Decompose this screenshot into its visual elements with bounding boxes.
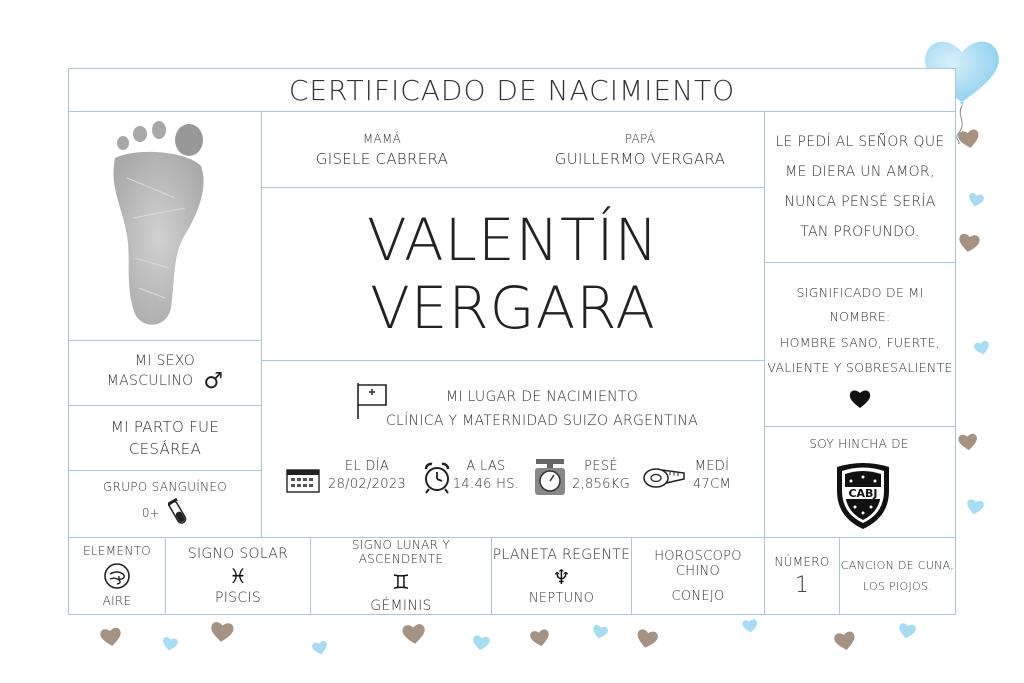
baby-name-cell	[261, 187, 765, 361]
alarm-clock-icon	[422, 461, 452, 495]
birthplace-label: MI LUGAR DE NACIMIENTO	[445, 389, 639, 405]
father-name: GUILLERMO VERGARA	[554, 150, 726, 168]
blood-label: GRUPO SANGUÍNEO	[102, 480, 228, 494]
gemini-icon: ♊	[392, 570, 410, 594]
number-label: NÚMERO	[774, 554, 830, 569]
sex-value: MASCULINO	[106, 373, 194, 389]
measuring-tape-icon	[642, 463, 686, 493]
team-badge: CABJ	[848, 487, 878, 500]
time-value: 14:46 HS.	[452, 477, 520, 492]
sex-label: MI SEXO	[134, 352, 196, 369]
brown-heart-icon	[832, 628, 857, 653]
blue-heart-icon	[897, 621, 918, 642]
blue-heart-icon	[967, 191, 986, 210]
brown-heart-icon	[957, 231, 982, 256]
birth-info-cell	[261, 360, 765, 538]
time-label: A LAS	[466, 459, 506, 474]
quote-line-4: TAN PROFUNDO.	[800, 224, 920, 240]
pisces-icon: ♓	[229, 564, 247, 588]
weight-value: 2,856KG	[572, 477, 630, 492]
day-value: 28/02/2023	[328, 477, 406, 492]
song-label: CANCION DE CUNA,	[840, 559, 955, 572]
scale-icon	[532, 457, 568, 497]
blue-heart-icon	[161, 635, 180, 654]
chinese-value: CONEJO	[671, 588, 725, 604]
moon-label: SIGNO LUNAR Y ASCENDENTE	[351, 538, 451, 566]
chinese-label: HOROSCOPO CHINO	[654, 548, 742, 579]
planet-value: NEPTUNO	[528, 590, 595, 606]
air-element-icon	[103, 562, 131, 590]
blue-heart-icon	[972, 338, 991, 357]
chinese-horoscope-cell	[631, 537, 765, 615]
sun-label: SIGNO SOLAR	[187, 546, 289, 562]
quote-line-1: LE PEDÍ AL SEÑOR QUE	[775, 134, 945, 150]
blue-heart-icon	[741, 617, 759, 635]
heart-icon	[849, 389, 871, 409]
element-label: ELEMENTO	[83, 544, 151, 558]
song-value: LOS PIOJOS.	[862, 580, 933, 593]
planet-cell	[491, 537, 632, 615]
sex-cell	[68, 340, 262, 406]
parents-cell	[261, 111, 765, 188]
day-label: EL DÍA	[344, 459, 390, 474]
brown-heart-icon	[956, 126, 981, 151]
birth-type-cell	[68, 405, 262, 471]
moon-value: GÉMINIS	[370, 598, 432, 614]
meaning-label-1: SIGNIFICADO DE MI	[796, 284, 924, 300]
meaning-line-2: VALIENTE Y SOBRESALIENTE	[767, 359, 953, 375]
number-cell	[764, 537, 840, 615]
lullaby-cell	[839, 537, 956, 615]
footprint-cell	[68, 111, 262, 341]
meaning-cell	[764, 262, 956, 427]
footprint-icon	[105, 118, 225, 338]
blue-heart-icon	[311, 639, 330, 658]
neptune-icon: ♆	[552, 564, 571, 589]
sun-sign-cell	[165, 537, 311, 615]
weight-label: PESÉ	[584, 459, 618, 474]
father-label: PAPÁ	[624, 132, 656, 146]
quote-cell	[764, 111, 956, 263]
birthplace-value: CLÍNICA Y MATERNIDAD SUIZO ARGENTINA	[385, 413, 699, 429]
brown-heart-icon	[528, 626, 551, 649]
brown-heart-icon	[957, 431, 979, 453]
brown-heart-icon	[209, 619, 235, 645]
meaning-label-2: NOMBRE:	[829, 308, 891, 324]
blue-heart-icon	[471, 633, 491, 653]
page-title: CERTIFICADO DE NACIMIENTO	[288, 73, 736, 107]
male-symbol-icon: ♂	[203, 368, 224, 394]
sun-value: PISCIS	[214, 590, 262, 606]
planet-label: PLANETA REGENTE	[492, 546, 631, 563]
blue-heart-icon	[965, 497, 986, 518]
test-tube-icon	[168, 498, 188, 528]
team-label: SOY HINCHA DE	[809, 437, 909, 451]
mother-name: GISELE CABRERA	[315, 150, 449, 168]
blood-cell	[68, 470, 262, 538]
baby-name: VALENTÍN VERGARA	[367, 206, 659, 342]
birth-type-value: CESÁREA	[128, 440, 202, 458]
blue-heart-icon	[590, 622, 609, 641]
meaning-line-1: HOMBRE SANO, FUERTE,	[779, 334, 941, 350]
calendar-icon	[286, 467, 320, 493]
moon-sign-cell	[310, 537, 492, 615]
length-label: MEDÍ	[694, 459, 730, 474]
boca-juniors-crest-icon	[833, 461, 893, 531]
birth-type-label: MI PARTO FUE	[110, 418, 220, 436]
brown-heart-icon	[401, 621, 427, 647]
quote-line-3: NUNCA PENSÉ SERÍA	[784, 194, 936, 210]
title-cell	[68, 68, 956, 112]
element-cell	[68, 537, 166, 615]
length-value: 47CM	[692, 477, 732, 492]
brown-heart-icon	[634, 626, 660, 652]
element-value: AIRE	[102, 594, 132, 608]
mother-label: MAMÁ	[362, 132, 402, 146]
brown-heart-icon	[99, 625, 124, 650]
blood-value: 0+	[141, 506, 161, 520]
number-value: 1	[794, 572, 810, 598]
team-cell	[764, 426, 956, 538]
quote-line-2: ME DIERA UN AMOR,	[785, 164, 935, 180]
